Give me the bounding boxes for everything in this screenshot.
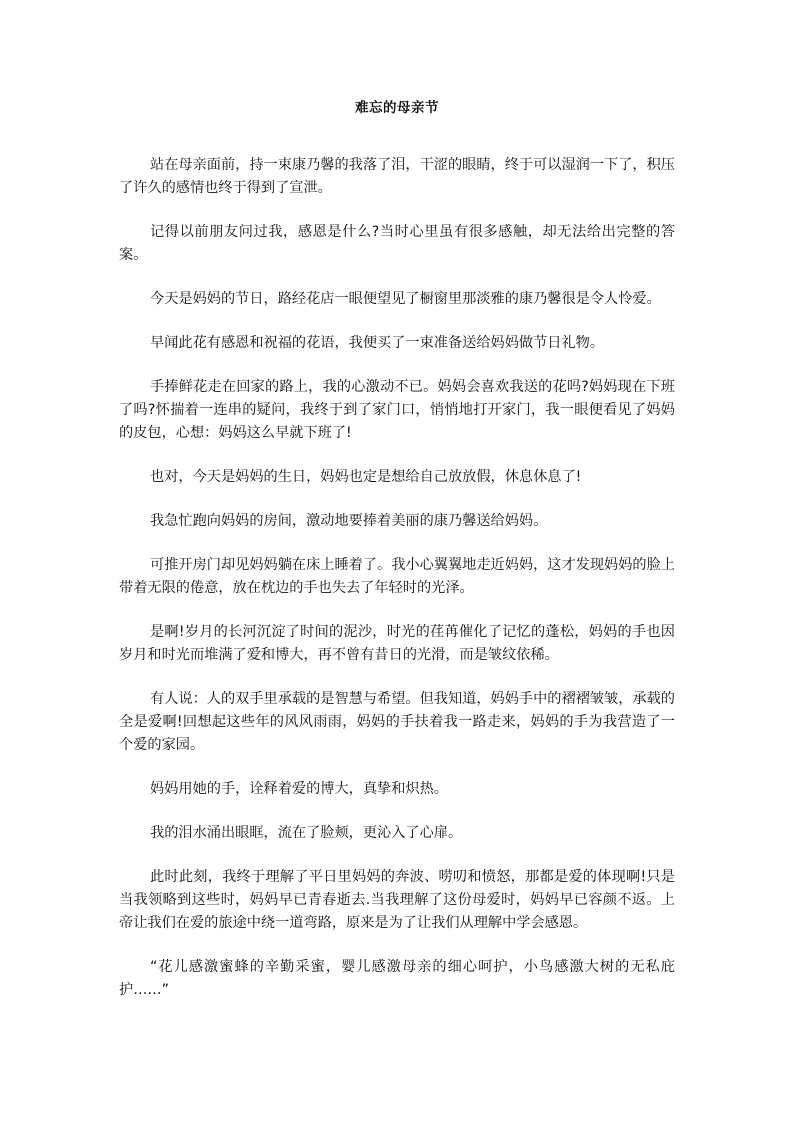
- paragraph-4: 早闻此花有感恩和祝福的花语，我便买了一束准备送给妈妈做节日礼物。: [150, 335, 605, 351]
- paragraph-11: 妈妈用她的手，诠释着爱的博大，真挚和炽热。: [150, 781, 448, 797]
- paragraph-3: 今天是妈妈的节日，路经花店一眼便望见了橱窗里那淡雅的康乃馨很是令人怜爱。: [150, 291, 661, 307]
- paragraph-10: 有人说：人的双手里承载的是智慧与希望。但我知道，妈妈手中的褶褶皱皱，承载的全是爱啊!回想起这些年的风风雨雨，妈妈的手扶着我一路走来，妈妈的手为我营造了一个爱的家园。: [119, 691, 675, 753]
- paragraph-9: 是啊!岁月的长河沉淀了时间的泥沙，时光的荏苒催化了记忆的蓬松，妈妈的手也因岁月和时光而堆满了爱和博大，再不曾有昔日的光滑，而是皱纹依稀。: [119, 624, 675, 663]
- paragraph-2: 记得以前朋友问过我，感恩是什么?当时心里虽有很多感触，却无法给出完整的答案。: [119, 224, 675, 263]
- document-title: 难忘的母亲节: [355, 100, 439, 116]
- paragraph-6: 也对，今天是妈妈的生日，妈妈也定是想给自己放放假，休息休息了!: [150, 469, 582, 485]
- paragraph-8: 可推开房门却见妈妈躺在床上睡着了。我小心翼翼地走近妈妈，这才发现妈妈的脸上带着无限的倦意，放在枕边的手也失去了年轻时的光泽。: [119, 557, 675, 596]
- document-body: [119, 154, 675, 1023]
- paragraph-13: 此时此刻，我终于理解了平日里妈妈的奔波、唠叨和愤怒，那都是爱的体现啊!只是当我领略到这些时，妈妈早已青春逝去.当我理解了这份母爱时，妈妈早已容颜不返。上帝让我们在爱的旅途中绕一道弯路，原来是为了让我们从理解中学会感恩。: [119, 869, 675, 931]
- paragraph-14: “花儿感激蜜蜂的辛勤采蜜，婴儿感激母亲的细心呵护，小鸟感激大树的无私庇护……”: [119, 959, 675, 998]
- paragraph-5: 手捧鲜花走在回家的路上，我的心激动不已。妈妈会喜欢我送的花吗?妈妈现在下班了吗?怀揣着一连串的疑问，我终于到了家门口，悄悄地打开家门，我一眼便看见了妈妈的皮包，心想：妈妈这么早就下班了!: [119, 379, 675, 441]
- paragraph-12: 我的泪水涌出眼眶，流在了脸颊，更沁入了心扉。: [150, 825, 463, 841]
- paragraph-1: 站在母亲面前，持一束康乃馨的我落了泪，干涩的眼睛，终于可以湿润一下了，积压了许久的感情也终于得到了宣泄。: [119, 157, 675, 196]
- paragraph-7: 我急忙跑向妈妈的房间，激动地要捧着美丽的康乃馨送给妈妈。: [150, 513, 548, 529]
